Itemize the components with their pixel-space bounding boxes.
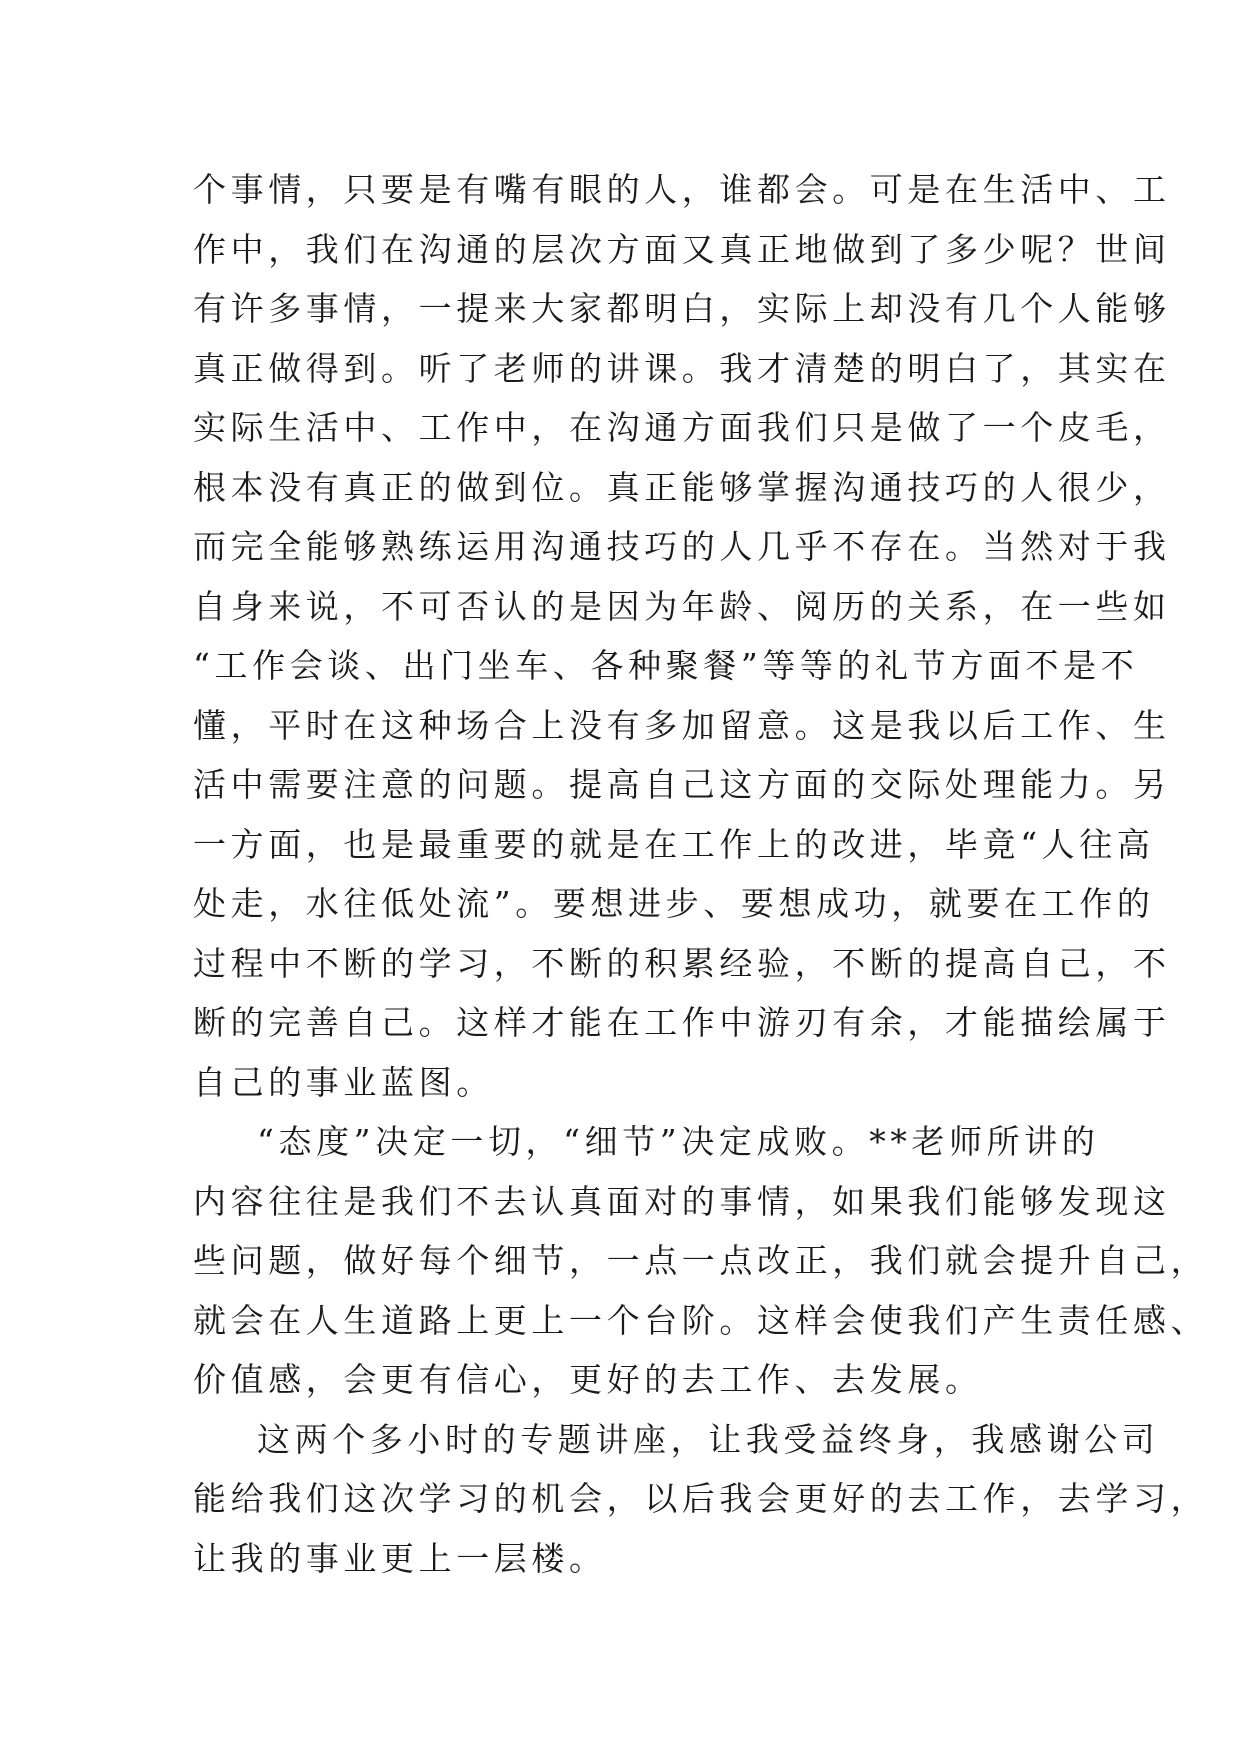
text-line: 内容往往是我们不去认真面对的事情，如果我们能够发现这 <box>193 1181 1171 1221</box>
text-line: 实际生活中、工作中，在沟通方面我们只是做了一个皮毛， <box>193 408 1171 447</box>
paragraph <box>193 1112 1209 1410</box>
text-line: 过程中不断的学习，不断的积累经验，不断的提高自己，不 <box>193 943 1171 983</box>
text-line: 这两个多小时的专题讲座，让我受益终身，我感谢公司 <box>257 1419 1160 1459</box>
text-line: “态度”决定一切，“细节”决定成败。**老师所讲的 <box>257 1122 1100 1161</box>
text-line: 个事情，只要是有嘴有眼的人，谁都会。可是在生活中、工 <box>193 170 1171 209</box>
paragraph <box>193 160 1171 1112</box>
text-line: 能给我们这次学习的机会，以后我会更好的去工作，去学习， <box>193 1479 1209 1518</box>
text-line: 有许多事情，一提来大家都明白，实际上却没有几个人能够 <box>193 289 1171 328</box>
document-body <box>193 160 1209 1588</box>
text-line: 真正做得到。听了老师的讲课。我才清楚的明白了，其实在 <box>193 348 1171 388</box>
text-line: 自身来说，不可否认的是因为年龄、阅历的关系，在一些如 <box>193 586 1171 626</box>
paragraph <box>193 1410 1209 1589</box>
text-line: 根本没有真正的做到位。真正能够掌握沟通技巧的人很少， <box>193 467 1171 507</box>
text-line: “工作会谈、出门坐车、各种聚餐”等等的礼节方面不是不 <box>193 646 1139 685</box>
text-line: 自己的事业蓝图。 <box>193 1062 494 1102</box>
text-line: 处走，水往低处流”。要想进步、要想成功，就要在工作的 <box>193 884 1155 923</box>
text-line: 懂，平时在这种场合上没有多加留意。这是我以后工作、生 <box>193 705 1171 745</box>
text-line: 一方面，也是最重要的就是在工作上的改进，毕竟“人往高 <box>193 824 1155 864</box>
text-line: 价值感，会更有信心，更好的去工作、去发展。 <box>193 1360 983 1399</box>
text-line: 断的完善自己。这样才能在工作中游刃有余，才能描绘属于 <box>193 1003 1171 1042</box>
text-line: 作中，我们在沟通的层次方面又真正地做到了多少呢？世间 <box>193 229 1171 269</box>
text-line: 让我的事业更上一层楼。 <box>193 1538 607 1578</box>
text-line: 而完全能够熟练运用沟通技巧的人几乎不存在。当然对于我 <box>193 527 1171 566</box>
text-line: 活中需要注意的问题。提高自己这方面的交际处理能力。另 <box>193 765 1171 804</box>
text-line: 些问题，做好每个细节，一点一点改正，我们就会提升自己， <box>193 1241 1209 1280</box>
text-line: 就会在人生道路上更上一个台阶。这样会使我们产生责任感、 <box>193 1300 1209 1340</box>
